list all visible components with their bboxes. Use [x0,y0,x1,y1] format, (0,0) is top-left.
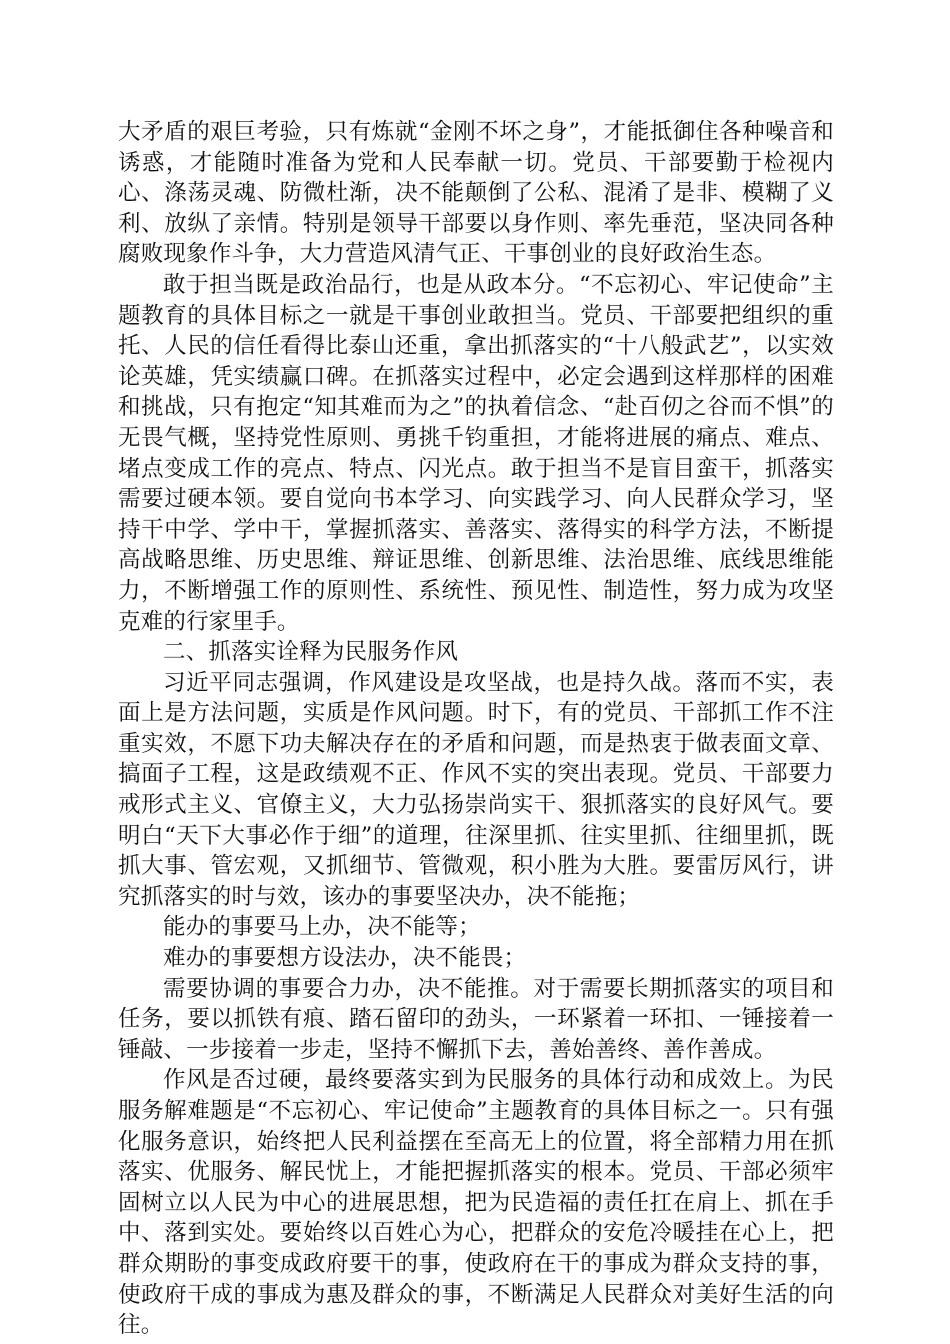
paragraph-5: 难办的事要想方设法办，决不能畏； [163,945,527,972]
paragraph-7: 作风是否过硬，最终要落实到为民服务的具体行动和成效上。为民服务解难题是“不忘初心、牢记使命”主题教育的具体目标之一。只有强化服务意识，始终把人民利益摆在至高无上的位置，将全部精力用在抓落实、优服务、解民忧上，才能把握抓落实的根本。党员、干部必须牢固树立以人民为中心的进展思想，把为民造福的责任扛在肩上、抓在手中、落到实处。要始终以百姓心为心，把群众的安危冷暖挂在心上，把群众期盼的事变成政府要干的事，使政府在干的事成为群众支持的事，使政府干成的事成为惠及群众的事，不断满足人民群众对美好生活的向往。 [118,1067,834,1339]
paragraph-3: 习近平同志强调，作风建设是攻坚战，也是持久战。落而不实，表面上是方法问题，实质是作风问题。时下，有的党员、干部抓工作不注重实效，不愿下功夫解决存在的矛盾和问题，而是热衷于做表面文章、搞面子工程，这是政绩观不正、作风不实的突出表现。党员、干部要力戒形式主义、官僚主义，大力弘扬崇尚实干、狠抓落实的良好风气。要明白“天下大事必作于细”的道理，往深里抓、往实里抓、往细里抓，既抓大事、管宏观，又抓细节、管微观，积小胜为大胜。要雷厉风行，讲究抓落实的时与效，该办的事要坚决办，决不能拖； [118,669,834,910]
paragraph-4: 能办的事要马上办，决不能等； [163,914,481,941]
paragraph-2: 敢于担当既是政治品行，也是从政本分。“不忘初心、牢记使命”主题教育的具体目标之一就是干事创业敢担当。党员、干部要把组织的重托、人民的信任看得比泰山还重，拿出抓落实的“十八般武艺”，以实效论英雄，凭实绩赢口碑。在抓落实过程中，必定会遇到这样那样的困难和挑战，只有抱定“知其难而为之”的执着信念、“赴百仞之谷而不惧”的无畏气概，坚持党性原则、勇挑千钧重担，才能将进展的痛点、难点、堵点变成工作的亮点、特点、闪光点。敢于担当不是盲目蛮干，抓落实需要过硬本领。要自觉向书本学习、向实践学习、向人民群众学习，坚持干中学、学中干，掌握抓落实、善落实、落得实的科学方法，不断提高战略思维、历史思维、辩证思维、创新思维、法治思维、底线思维能力，不断增强工作的原则性、系统性、预见性、制造性，努力成为攻坚克难的行家里手。 [118,271,834,635]
document-body [118,117,834,1341]
section-heading: 二、抓落实诠释为民服务作风 [163,639,459,666]
paragraph-1: 大矛盾的艰巨考验，只有炼就“金刚不坏之身”，才能抵御住各种噪音和诱惑，才能随时准备为党和人民奉献一切。党员、干部要勤于检视内心、涤荡灵魂、防微杜渐，决不能颠倒了公私、混淆了是非、模糊了义利、放纵了亲情。特别是领导干部要以身作则、率先垂范，坚决同各种腐败现象作斗争，大力营造风清气正、干事创业的良好政治生态。 [118,119,834,268]
paragraph-6: 需要协调的事要合力办，决不能推。对于需要长期抓落实的项目和任务，要以抓铁有痕、踏石留印的劲头，一环紧着一环扣、一锤接着一锤敲、一步接着一步走，坚持不懈抓下去，善始善终、善作善成。 [118,975,834,1063]
